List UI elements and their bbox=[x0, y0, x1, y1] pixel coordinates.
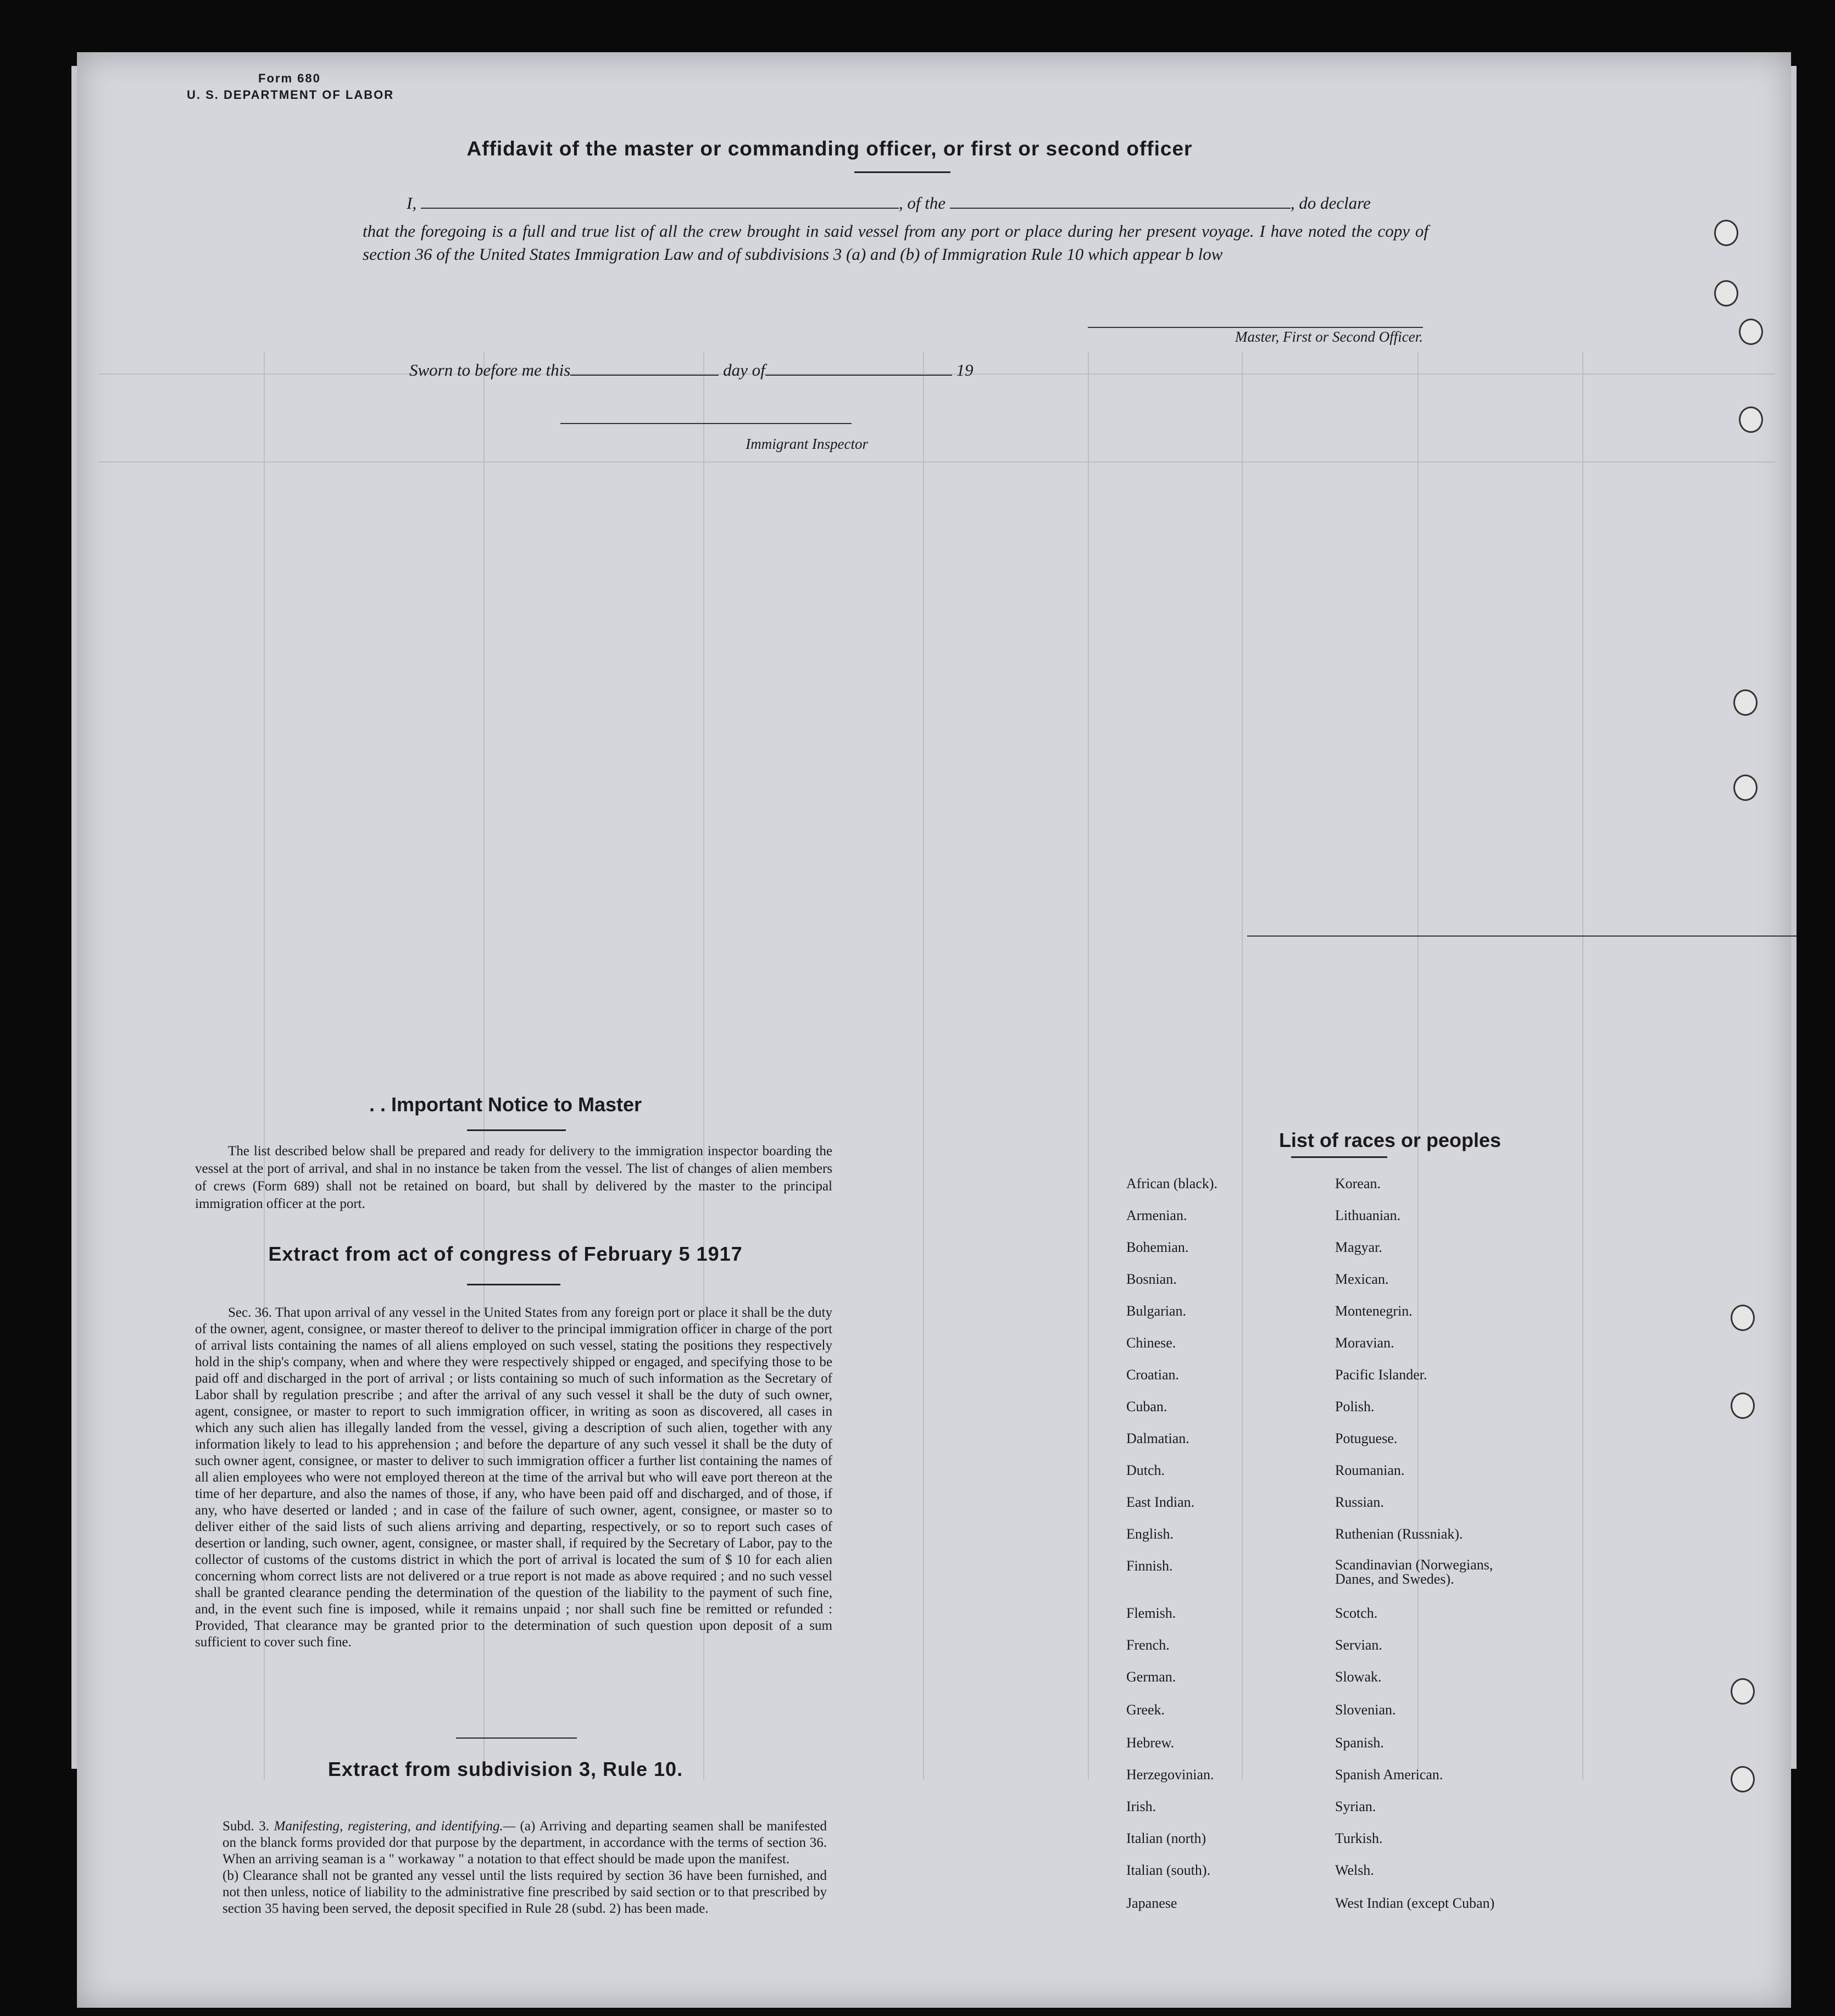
races-title-rule bbox=[1291, 1156, 1387, 1158]
subdivision-3-text bbox=[223, 1818, 827, 1917]
master-signature-label: Master, First or Second Officer. bbox=[1235, 328, 1423, 345]
sworn-day-label: day of bbox=[723, 360, 765, 380]
race-item: Cuban. bbox=[1126, 1399, 1167, 1414]
race-item: Syrian. bbox=[1335, 1798, 1376, 1814]
binder-hole-icon bbox=[1731, 1393, 1755, 1419]
race-item: East Indian. bbox=[1126, 1494, 1195, 1510]
subd-para-a-body: (a) Arriving and departing seamen shall be manifested on the blanck forms provided dor that purpose by the department, in accordance with the terms of section 36. When an arriving seaman is a " workaway " a notation to that effect should be made upon the manifest. bbox=[223, 1819, 827, 1867]
sworn-day-field[interactable] bbox=[570, 375, 719, 376]
vessel-name-field[interactable] bbox=[950, 208, 1291, 209]
race-item: Slovenian. bbox=[1335, 1702, 1396, 1718]
sworn-line bbox=[409, 360, 1233, 380]
race-item: Roumanian. bbox=[1335, 1462, 1405, 1478]
race-item: Russian. bbox=[1335, 1494, 1384, 1510]
sworn-month-field[interactable] bbox=[765, 375, 952, 376]
race-item: Dutch. bbox=[1126, 1462, 1165, 1478]
race-item: English. bbox=[1126, 1526, 1174, 1542]
binder-hole-icon bbox=[1731, 1678, 1755, 1705]
race-item: Spanish American. bbox=[1335, 1767, 1443, 1783]
form-number: Form 680 bbox=[258, 71, 321, 85]
bleed-line bbox=[1247, 935, 1797, 937]
master-signature-line[interactable] bbox=[1088, 327, 1423, 328]
race-item: Lithuanian. bbox=[1335, 1207, 1401, 1223]
race-item: Chinese. bbox=[1126, 1335, 1176, 1351]
race-item: Herzegovinian. bbox=[1126, 1767, 1214, 1783]
race-item: Polish. bbox=[1335, 1399, 1375, 1414]
race-item: Finnish. bbox=[1126, 1558, 1173, 1574]
race-item: Flemish. bbox=[1126, 1605, 1176, 1621]
race-item: Japanese bbox=[1126, 1895, 1177, 1911]
race-item: West Indian (except Cuban) bbox=[1335, 1895, 1495, 1911]
race-item: Scotch. bbox=[1335, 1605, 1378, 1621]
binder-hole-icon bbox=[1731, 1766, 1755, 1792]
binder-hole-icon bbox=[1733, 775, 1758, 801]
subdivision-3-para-a bbox=[223, 1818, 827, 1868]
declare-label: , do declare bbox=[1290, 193, 1371, 213]
affidavit-title-rule bbox=[854, 171, 950, 173]
race-item: Montenegrin. bbox=[1335, 1303, 1413, 1319]
sworn-year-label: 19 bbox=[956, 360, 974, 380]
form-page bbox=[77, 52, 1791, 2008]
inspector-signature-label: Immigrant Inspector bbox=[746, 436, 868, 452]
race-item: German. bbox=[1126, 1669, 1176, 1685]
notice-title-rule bbox=[467, 1129, 566, 1131]
race-item: Korean. bbox=[1335, 1176, 1381, 1191]
notice-title: . . Important Notice to Master bbox=[369, 1093, 642, 1116]
race-item: Bulgarian. bbox=[1126, 1303, 1187, 1319]
sworn-prefix: Sworn to before me this bbox=[409, 360, 571, 380]
subd-lead: Subd. 3. bbox=[223, 1819, 269, 1834]
race-item: Hebrew. bbox=[1126, 1735, 1175, 1751]
affidavit-title: Affidavit of the master or commanding officer, or first or second officer bbox=[466, 137, 1193, 160]
binder-hole-icon bbox=[1714, 280, 1738, 307]
race-item: Slowak. bbox=[1335, 1669, 1382, 1685]
affidavit-declaration-line bbox=[407, 193, 1423, 213]
race-item: Moravian. bbox=[1335, 1335, 1394, 1351]
race-item: Ruthenian (Russniak). bbox=[1335, 1526, 1463, 1542]
declarant-name-field[interactable] bbox=[421, 208, 899, 209]
binder-hole-icon bbox=[1714, 220, 1738, 246]
race-item: Greek. bbox=[1126, 1702, 1165, 1718]
extract-act-rule bbox=[467, 1284, 560, 1285]
affidavit-body: that the foregoing is a full and true list of all the crew brought in said vessel from any port or place during her present voyage. I have noted the copy of section 36 of the United States Immigration Law and of subdivisions 3 (a) and (b) of Immigration Rule 10 which appear b low bbox=[363, 221, 1428, 264]
race-item: Dalmatian. bbox=[1126, 1430, 1189, 1446]
race-item: Scandinavian (Norwegians, Danes, and Swedes). bbox=[1335, 1557, 1493, 1587]
notice-body: The list described below shall be prepared and ready for delivery to the immigration inspector boarding the vessel at the port of arrival, and shal in no instance be taken from the vessel. The list of changes of alien members of crews (Form 689) shall not be retained on board, but shall by delivered by the master to the principal immigration officer at the port. bbox=[195, 1144, 832, 1211]
race-item: Turkish. bbox=[1335, 1830, 1383, 1846]
extract-rule-title: Extract from subdivision 3, Rule 10. bbox=[327, 1758, 683, 1780]
race-item: Irish. bbox=[1126, 1798, 1156, 1814]
binder-hole-icon bbox=[1731, 1305, 1755, 1331]
subd-heading: Manifesting, registering, and identifying.— bbox=[274, 1819, 515, 1834]
race-item: Italian (south). bbox=[1126, 1862, 1211, 1878]
of-the-label: , of the bbox=[898, 193, 946, 213]
race-item: Potuguese. bbox=[1335, 1430, 1398, 1446]
race-item: Mexican. bbox=[1335, 1271, 1389, 1287]
race-item: Servian. bbox=[1335, 1637, 1382, 1653]
race-item: African (black). bbox=[1126, 1176, 1218, 1191]
binder-hole-icon bbox=[1739, 319, 1763, 345]
section-divider bbox=[456, 1737, 577, 1739]
department-name: U. S. DEPARTMENT OF LABOR bbox=[187, 88, 394, 102]
races-title: List of races or peoples bbox=[1278, 1129, 1502, 1151]
race-item: Spanish. bbox=[1335, 1735, 1384, 1751]
binder-hole-icon bbox=[1733, 689, 1758, 716]
subdivision-3-para-b: (b) Clearance shall not be granted any vessel until the lists required by section 36 have been furnished, and not then unless, notice of liability to the administrative fine prescribed by said section or to that prescribed by section 35 having been served, the deposit specified in Rule 28 (subd. 2) has been made. bbox=[223, 1868, 827, 1916]
race-item: Bohemian. bbox=[1126, 1239, 1189, 1255]
race-item: Croatian. bbox=[1126, 1367, 1180, 1383]
section-36-text: Sec. 36. That upon arrival of any vessel in the United States from any foreign port or place it shall be the duty of the owner, agent, consignee, or master thereof to deliver to the principal immigration officer in charge of the port of arrival lists containing the names of all aliens employed on such vessel, stating the positions they respectively hold in the ship's company, when and where they were respectively shipped or engaged, and specifying those to be paid off and discharged in the port of arrival ; or lists containing so much of such information as the Secretary of Labor shall by regulation prescribe ; and after the arrival of any such vessel it shall be the duty of such owner, agent, consignee, or master to report to such immigration officer, in writing as soon as discovered, all cases in which any such alien has illegally landed from the vessel, giving a description of such alien, together with any information likely to lead to his apprehension ; and before the departure of any such vessel it shall be the duty of such owner agent, consignee, or master to deliver to such immigration officer a further list containing the names of all alien employees who were not employed thereon at the time of the arrival but who will eave port thereon at the time of her departure, and also the names of those, if any, who have been paid off and discharged, and of those, if any, who have deserted or landed ; and in case of the failure of such owner, agent, consignee, or master so to deliver either of the said lists of such aliens arriving and departing, respectively, or so to report such cases of desertion or landing, such owner, agent, consignee, or master shall, if required by the Secretary of Labor, pay to the collector of customs of the customs district in which the port of arrival is located the sum of $ 10 for each alien concerning whom correct lists are not delivered or a true report is not made as above required ; and no such vessel shall be granted clearance pending the determination of the question of the liability to the payment of such fine, and, in the event such fine is imposed, while it remains unpaid ; nor shall such fine be remitted or refunded : Provided, That clearance may be granted prior to the determination of such question upon deposit of a sum sufficient to cover such fine. bbox=[195, 1305, 832, 1650]
race-item: French. bbox=[1126, 1637, 1170, 1653]
race-item: Magyar. bbox=[1335, 1239, 1382, 1255]
race-item: Pacific Islander. bbox=[1335, 1367, 1427, 1383]
race-item: Italian (north) bbox=[1126, 1830, 1206, 1846]
race-item: Welsh. bbox=[1335, 1862, 1374, 1878]
binder-hole-icon bbox=[1739, 406, 1763, 433]
race-item: Bosnian. bbox=[1126, 1271, 1177, 1287]
inspector-signature-line[interactable] bbox=[560, 423, 852, 424]
declarant-prefix: I, bbox=[407, 193, 417, 213]
race-item: Armenian. bbox=[1126, 1207, 1187, 1223]
extract-act-title: Extract from act of congress of February 5 1917 bbox=[268, 1243, 743, 1265]
